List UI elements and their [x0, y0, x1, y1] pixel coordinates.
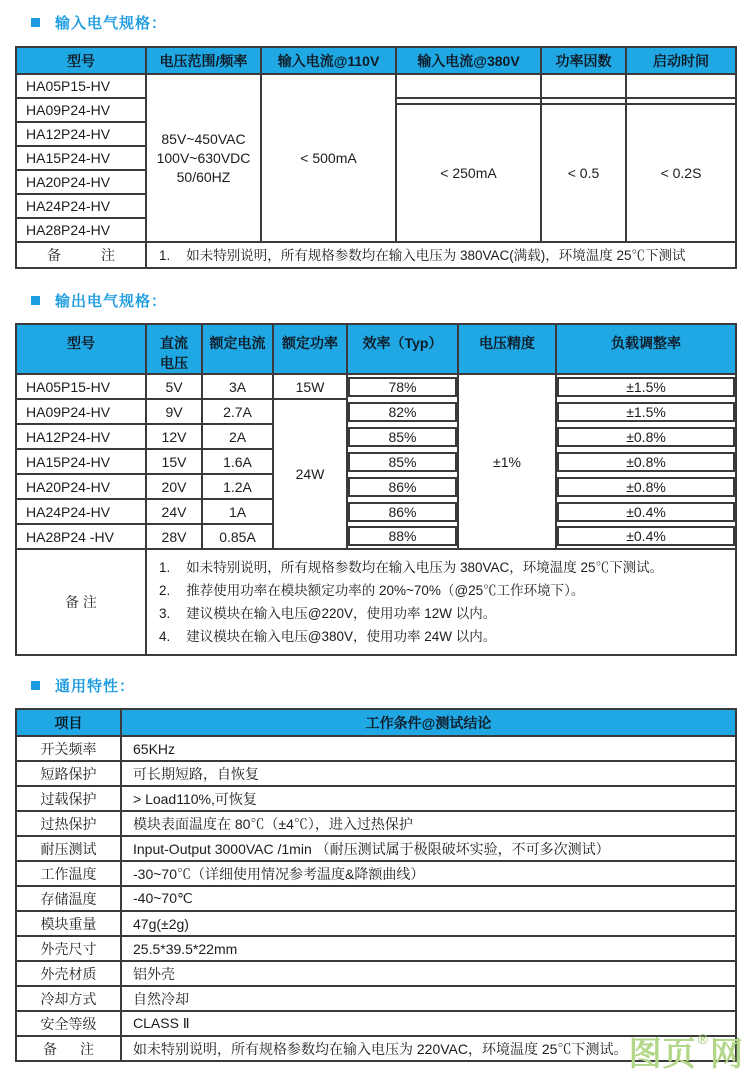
col-header-dc-voltage: 直流 电压: [146, 324, 202, 374]
col-header: 项目: [16, 709, 121, 736]
col-header: 额定电流: [202, 324, 273, 374]
item-cell: 安全等级: [16, 1011, 121, 1036]
rated-power-cell: 24W: [273, 399, 347, 549]
note-label-cell: 备 注: [16, 549, 146, 655]
section-bullet-icon: [31, 296, 40, 305]
col-header: 型号: [16, 47, 146, 74]
value-cell: 25.5*39.5*22mm: [121, 936, 736, 961]
general-header-row: [16, 709, 736, 736]
table-row: [16, 74, 736, 98]
dc-voltage-cell: 24V: [146, 499, 202, 524]
note-text: 如未特别说明，所有规格参数均在输入电压为 380VAC(满载)，环境温度 25℃下测试: [186, 247, 686, 263]
section-title-text: 输出电气规格：: [55, 293, 168, 310]
table-row: [16, 886, 736, 911]
rated-current-cell: 3A: [202, 374, 273, 399]
note-number: 2.: [159, 583, 171, 598]
note-text: 推荐使用功率在模块额定功率的 20%~70%（@25℃工作环境下）。: [186, 583, 585, 598]
dc-voltage-cell: 20V: [146, 474, 202, 499]
dc-voltage-cell: 5V: [146, 374, 202, 399]
col-header: 输入电流@380V: [396, 47, 541, 74]
dc-voltage-cell: 15V: [146, 449, 202, 474]
section-bullet-icon: [31, 681, 40, 690]
table-row: [16, 449, 736, 474]
model-cell: HA05P15-HV: [16, 374, 146, 399]
col-header: 输入电流@110V: [261, 47, 396, 74]
voltage-range-line: 100V~630VDC: [156, 149, 251, 166]
dc-voltage-cell: 28V: [146, 524, 202, 549]
value-cell: -40~70℃: [121, 886, 736, 911]
watermark-logo: 图页 ® 网: [628, 1031, 744, 1072]
model-cell: HA20P24-HV: [16, 474, 146, 499]
value-cell: 65KHz: [121, 736, 736, 761]
output-spec-header-row: [16, 324, 736, 374]
empty-cell: [541, 74, 626, 98]
note-text-cell: [146, 242, 736, 268]
input-spec-table: [15, 46, 737, 269]
rated-current-cell: 0.85A: [202, 524, 273, 549]
model-cell: HA09P24-HV: [16, 98, 146, 122]
col-header: 启动时间: [626, 47, 736, 74]
table-row: [16, 399, 736, 424]
table-row: [16, 811, 736, 836]
value-cell: Input-Output 3000VAC /1min （耐压测试属于极限破坏实验，不可多次测试）: [121, 836, 736, 861]
item-cell: 耐压测试: [16, 836, 121, 861]
model-cell: HA20P24-HV: [16, 170, 146, 194]
model-cell: HA09P24-HV: [16, 399, 146, 424]
input-current-380v-cell: < 250mA: [396, 98, 541, 242]
item-cell: 开关频率: [16, 736, 121, 761]
load-regulation-cell: ±0.4%: [556, 499, 736, 524]
rated-current-cell: 2A: [202, 424, 273, 449]
value-cell: 模块表面温度在 80℃（±4℃），进入过热保护: [121, 811, 736, 836]
load-regulation-cell: ±1.5%: [556, 399, 736, 424]
efficiency-cell: 78%: [347, 374, 458, 399]
table-row: [16, 961, 736, 986]
item-cell: 冷却方式: [16, 986, 121, 1011]
note-row: [16, 242, 736, 268]
value-cell: -30~70℃（详细使用情况参考温度&降额曲线）: [121, 861, 736, 886]
voltage-accuracy-cell: ±1%: [458, 374, 556, 549]
voltage-range-cell: [146, 74, 261, 242]
load-regulation-cell: ±0.8%: [556, 449, 736, 474]
load-regulation-cell: ±1.5%: [556, 374, 736, 399]
item-cell: 存储温度: [16, 886, 121, 911]
col-header: 型号: [16, 324, 146, 374]
model-cell: HA24P24-HV: [16, 194, 146, 218]
empty-cell: [396, 74, 541, 98]
table-row: [16, 424, 736, 449]
efficiency-cell: 82%: [347, 399, 458, 424]
dc-voltage-cell: 12V: [146, 424, 202, 449]
table-row: [16, 524, 736, 549]
output-spec-title: [31, 290, 750, 311]
general-title: [31, 675, 750, 696]
efficiency-cell: 85%: [347, 424, 458, 449]
model-cell: HA15P24-HV: [16, 146, 146, 170]
item-cell: 过载保护: [16, 786, 121, 811]
note-text: 如未特别说明，所有规格参数均在输入电压为 380VAC，环境温度 25℃下测试。: [186, 560, 664, 575]
note-number: 1.: [159, 560, 171, 575]
note-label-cell: 备 注: [16, 242, 146, 268]
note-number: 4.: [159, 629, 171, 644]
note-text: 建议模块在输入电压@380V，使用功率 24W 以内。: [186, 629, 497, 644]
table-row: [16, 1011, 736, 1036]
item-cell: 外壳材质: [16, 961, 121, 986]
col-header: 电压精度: [458, 324, 556, 374]
col-header: 电压范围/频率: [146, 47, 261, 74]
table-row: [16, 736, 736, 761]
startup-time-cell: < 0.2S: [626, 98, 736, 242]
note-text: 建议模块在输入电压@220V，使用功率 12W 以内。: [186, 606, 497, 621]
col-header: 工作条件@测试结论: [121, 709, 736, 736]
item-cell: 工作温度: [16, 861, 121, 886]
input-current-110v-cell: < 500mA: [261, 74, 396, 242]
item-cell: 外壳尺寸: [16, 936, 121, 961]
note-text-cell: [146, 549, 736, 655]
value-cell: 47g(±2g): [121, 911, 736, 936]
col-header: 功率因数: [541, 47, 626, 74]
col-header: 效率（Typ）: [347, 324, 458, 374]
rated-current-cell: 1A: [202, 499, 273, 524]
efficiency-cell: 85%: [347, 449, 458, 474]
model-cell: HA28P24-HV: [16, 218, 146, 242]
item-cell: 模块重量: [16, 911, 121, 936]
input-spec-title: [31, 12, 750, 33]
efficiency-cell: 86%: [347, 474, 458, 499]
value-cell: > Load110%,可恢复: [121, 786, 736, 811]
rated-current-cell: 2.7A: [202, 399, 273, 424]
note-row: [16, 549, 736, 655]
model-cell: HA12P24-HV: [16, 424, 146, 449]
table-row: [16, 911, 736, 936]
value-cell: CLASS Ⅱ: [121, 1011, 736, 1036]
voltage-range-line: 85V~450VAC: [161, 130, 246, 147]
col-header: 负载调整率: [556, 324, 736, 374]
rated-current-cell: 1.6A: [202, 449, 273, 474]
value-cell: 铝外壳: [121, 961, 736, 986]
table-row: [16, 786, 736, 811]
general-table: [15, 708, 737, 1062]
item-cell: 过热保护: [16, 811, 121, 836]
section-bullet-icon: [31, 18, 40, 27]
col-header: 额定功率: [273, 324, 347, 374]
load-regulation-cell: ±0.4%: [556, 524, 736, 549]
table-row: [16, 936, 736, 961]
load-regulation-cell: ±0.8%: [556, 474, 736, 499]
rated-current-cell: 1.2A: [202, 474, 273, 499]
model-cell: HA24P24-HV: [16, 499, 146, 524]
input-spec-header-row: [16, 47, 736, 74]
model-cell: HA28P24 -HV: [16, 524, 146, 549]
item-cell: 短路保护: [16, 761, 121, 786]
model-cell: HA15P24-HV: [16, 449, 146, 474]
registered-trademark-icon: ®: [697, 1031, 709, 1047]
note-label-cell: 备 注: [16, 1036, 121, 1061]
table-row: [16, 499, 736, 524]
efficiency-cell: 86%: [347, 499, 458, 524]
table-row: [16, 474, 736, 499]
rated-power-cell: 15W: [273, 374, 347, 399]
note-text-cell: 如未特别说明，所有规格参数均在输入电压为 220VAC，环境温度 25℃下测试。: [121, 1036, 736, 1061]
efficiency-cell: 88%: [347, 524, 458, 549]
note-number: 3.: [159, 606, 171, 621]
section-title-text: 通用特性：: [55, 678, 136, 695]
table-row: [16, 986, 736, 1011]
note-number: 1.: [159, 247, 171, 263]
table-row: [16, 861, 736, 886]
model-cell: HA12P24-HV: [16, 122, 146, 146]
power-factor-cell: < 0.5: [541, 98, 626, 242]
load-regulation-cell: ±0.8%: [556, 424, 736, 449]
model-cell: HA05P15-HV: [16, 74, 146, 98]
output-spec-table: [15, 323, 737, 656]
table-row: [16, 761, 736, 786]
value-cell: 可长期短路，自恢复: [121, 761, 736, 786]
value-cell: 自然冷却: [121, 986, 736, 1011]
dc-voltage-cell: 9V: [146, 399, 202, 424]
voltage-range-line: 50/60HZ: [176, 168, 231, 185]
section-title-text: 输入电气规格：: [55, 15, 168, 32]
empty-cell: [626, 74, 736, 98]
table-row: [16, 836, 736, 861]
table-row: [16, 374, 736, 399]
